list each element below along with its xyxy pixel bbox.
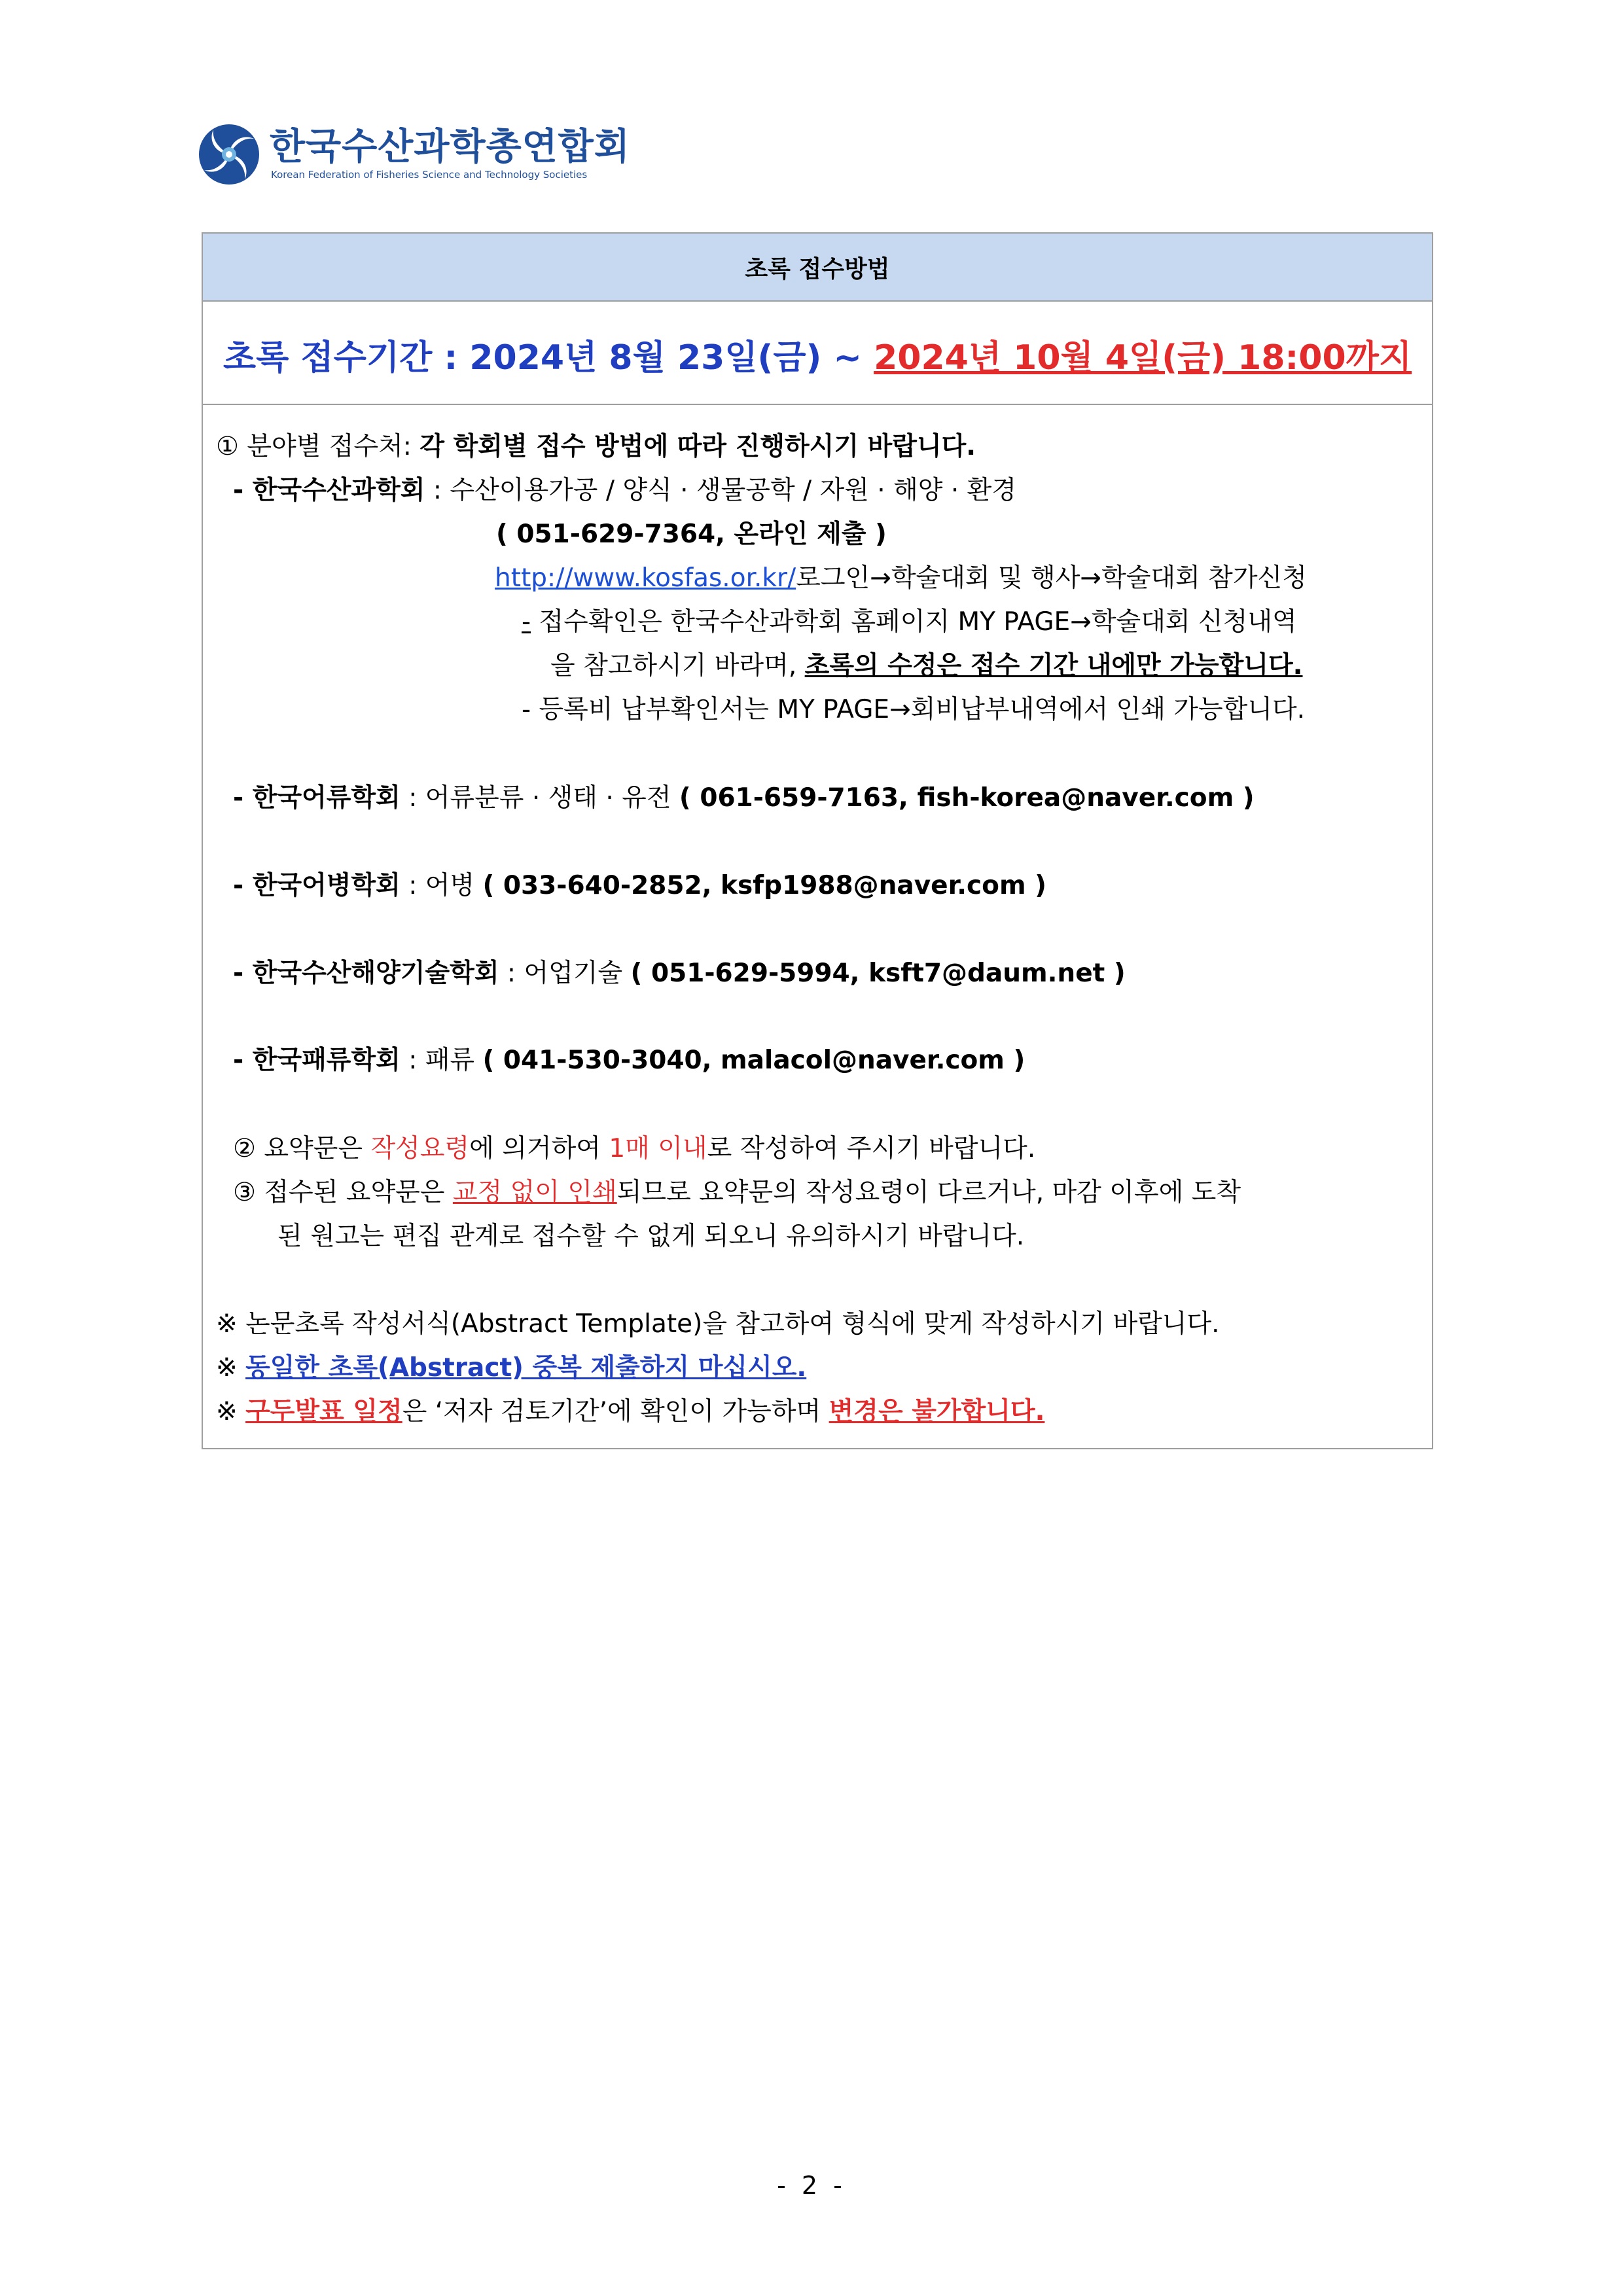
item1-lead-bold: 각 학회별 접수 방법에 따라 진행하시기 바랍니다. xyxy=(419,432,976,461)
society-row-fishing-technology: - 한국수산해양기술학회 : 어업기술 ( 051-629-5994, ksft7@daum.net ) xyxy=(233,959,1126,988)
society-name: 한국수산해양기술학회 xyxy=(252,959,499,988)
note-no-duplicate: ※ 동일한 초록(Abstract) 중복 제출하지 마십시오. xyxy=(216,1353,807,1383)
society-fields: : 어류분류 · 생태 · 유전 xyxy=(400,783,679,813)
box-header xyxy=(203,234,1432,302)
society-fields: : 패류 xyxy=(400,1046,483,1075)
society-fields: : 수산이용가공 / 양식 · 생물공학 / 자원 · 해양 · 환경 xyxy=(425,476,1016,505)
item2-line: ② 요약문은 작성요령에 의거하여 1매 이내로 작성하여 주시기 바랍니다. xyxy=(233,1134,1036,1163)
page-number: - 2 - xyxy=(777,2171,846,2200)
note-template: ※ 논문초록 작성서식(Abstract Template)을 참고하여 형식에 맞게 작성하시기 바랍니다. xyxy=(216,1309,1220,1339)
society-row-kosfas: - 한국수산과학회 : 수산이용가공 / 양식 · 생물공학 / 자원 · 해양 · 환경 xyxy=(233,476,1016,505)
item3-line1: ③ 접수된 요약문은 교정 없이 인쇄되므로 요약문의 작성요령이 다르거나, 마감 이후에 도착 xyxy=(233,1178,1241,1207)
society-contact: ( 051-629-5994, ksft7@daum.net ) xyxy=(630,959,1126,988)
kosfas-contact: ( 051-629-7364, 온라인 제출 ) xyxy=(496,520,887,549)
society-contact: ( 033-640-2852, ksfp1988@naver.com ) xyxy=(482,871,1047,900)
society-fields: : 어업기술 xyxy=(499,959,631,988)
society-name: 한국어류학회 xyxy=(252,783,401,813)
org-name-en: Korean Federation of Fisheries Science and Technology Societies xyxy=(271,169,588,181)
org-name-ko: 한국수산과학총연합회 xyxy=(270,126,630,168)
society-row-ichthyology: - 한국어류학회 : 어류분류 · 생태 · 유전 ( 061-659-7163, fish-korea@naver.com ) xyxy=(233,783,1255,813)
abstract-submission-box xyxy=(202,232,1433,1449)
item3-line2: 된 원고는 편집 관계로 접수할 수 없게 되오니 유의하시기 바랍니다. xyxy=(277,1222,1025,1251)
society-name: 한국패류학회 xyxy=(252,1046,401,1075)
submission-period-line xyxy=(203,330,1432,379)
society-fields: : 어병 xyxy=(400,871,483,900)
item1-lead: ① 분야별 접수처: xyxy=(216,432,420,461)
submission-period xyxy=(203,300,1432,405)
society-row-fish-pathology: - 한국어병학회 : 어병 ( 033-640-2852, ksfp1988@naver.com ) xyxy=(233,871,1047,900)
period-label: 초록 접수기간 : 2024년 8월 23일(금) ~ xyxy=(223,338,874,378)
society-name: 한국수산과학회 xyxy=(252,476,425,505)
logo-emblem-icon xyxy=(196,122,262,187)
note-presentation-schedule: ※ 구두발표 일정은 ‘저자 검토기간’에 확인이 가능하며 변경은 불가합니다. xyxy=(216,1397,1045,1426)
period-deadline: 2024년 10월 4일(금) 18:00까지 xyxy=(874,338,1412,378)
kosfas-note2: - 등록비 납부확인서는 MY PAGE→회비납부내역에서 인쇄 가능합니다. xyxy=(522,695,1306,724)
kosfas-link[interactable]: http://www.kosfas.or.kr/ xyxy=(495,563,796,593)
society-contact: ( 041-530-3040, malacol@naver.com ) xyxy=(482,1046,1026,1075)
item1-line xyxy=(216,434,976,459)
kosfas-note1-line2: 을 참고하시기 바라며, 초록의 수정은 접수 기간 내에만 가능합니다. xyxy=(550,651,1303,680)
kosfas-url-line xyxy=(495,565,1307,591)
society-contact: ( 061-659-7163, fish-korea@naver.com ) xyxy=(679,783,1255,813)
society-name: 한국어병학회 xyxy=(252,871,401,900)
kosfas-path: 로그인→학술대회 및 행사→학술대회 참가신청 xyxy=(796,563,1307,593)
box-title: 초록 접수방법 xyxy=(745,256,890,283)
kosfas-note1-line1: - 접수확인은 한국수산과학회 홈페이지 MY PAGE→학술대회 신청내역 xyxy=(522,607,1297,637)
society-row-malacology: - 한국패류학회 : 패류 ( 041-530-3040, malacol@naver.com ) xyxy=(233,1046,1026,1075)
